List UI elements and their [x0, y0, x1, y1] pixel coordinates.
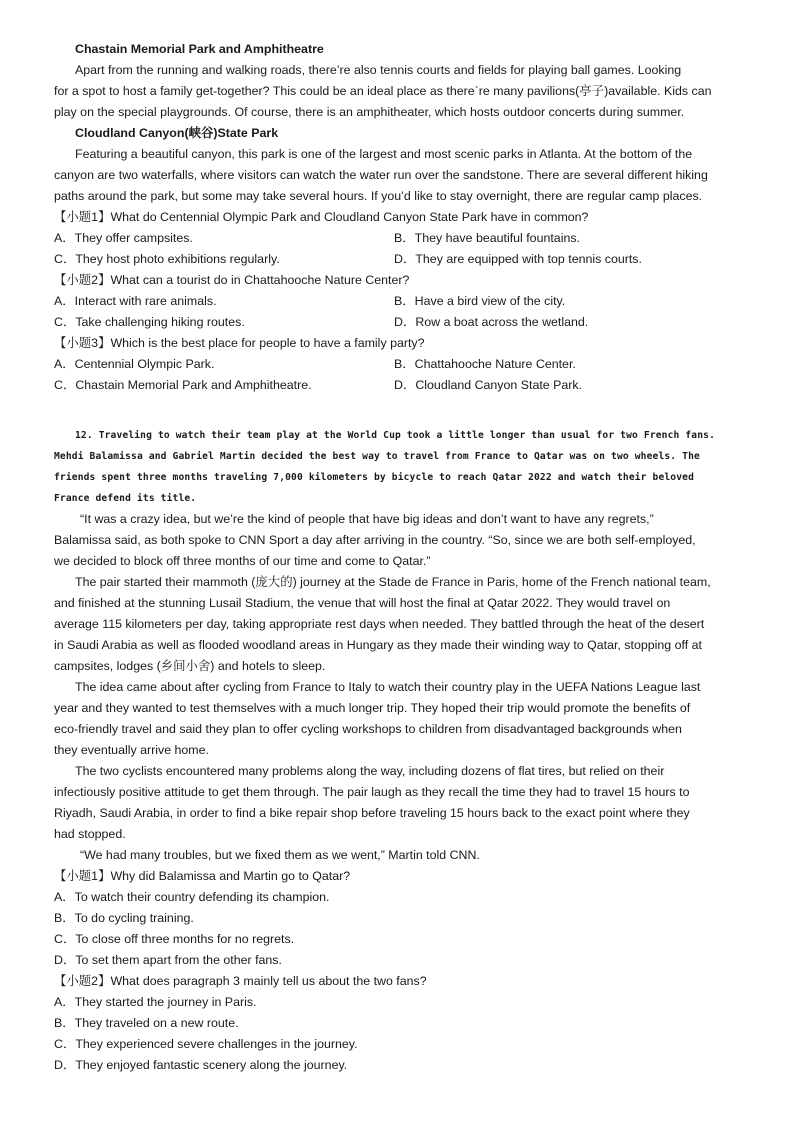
option-d: D．Cloudland Canyon State Park.	[394, 378, 583, 392]
option-c: C．Take challenging hiking routes.	[54, 315, 245, 329]
paragraph-line: Riyadh, Saudi Arabia, in order to find a bike repair shop before traveling 15 hours back to the exact point where they	[54, 806, 690, 820]
option-d: D．To set them apart from the other fans.	[54, 953, 282, 967]
paragraph-line: infectiously positive attitude to get them through. The pair laugh as they recall the time they had to travel 15 hours to	[54, 785, 690, 799]
paragraph-line: for a spot to host a family get-together? This could be an ideal place as there`re many pavilions(亭子)available. Kids can	[54, 84, 712, 98]
paragraph-line: canyon are two waterfalls, where visitors can watch the water run over the sandstone. There are several different hiking	[54, 168, 708, 182]
question-stem: 【小题1】What do Centennial Olympic Park and Cloudland Canyon State Park have in common?	[54, 210, 589, 224]
option-d: D．Row a boat across the wetland.	[394, 315, 589, 329]
park-heading-cloudland: Cloudland Canyon(峡谷)State Park	[75, 126, 279, 140]
passage-intro-line: France defend its title.	[54, 493, 197, 504]
paragraph-line: average 115 kilometers per day, taking appropriate rest days when needed. They battled through the heat of the desert	[54, 617, 705, 631]
paragraph-line: in Saudi Arabia as well as flooded woodland areas in Hungary as they made their winding way to Qatar, stopping off at	[54, 638, 702, 652]
paragraph-line: The two cyclists encountered many problems along the way, including dozens of flat tires, but relied on their	[75, 764, 665, 778]
paragraph-line: The idea came about after cycling from France to Italy to watch their country play in the UEFA Nations League last	[75, 680, 701, 694]
paragraph-line: “We had many troubles, but we fixed them as we went,” Martin told CNN.	[80, 848, 480, 862]
paragraph-line: year and they wanted to test themselves with a much longer trip. They hoped their trip would promote the benefits of	[54, 701, 691, 715]
option-b: B．Chattahooche Nature Center.	[394, 357, 576, 371]
paragraph-line: Featuring a beautiful canyon, this park is one of the largest and most scenic parks in Atlanta. At the bottom of the	[75, 147, 693, 161]
option-a: A．They offer campsites.	[54, 231, 193, 245]
passage-intro-line: Mehdi Balamissa and Gabriel Martin decided the best way to travel from France to Qatar was on two wheels. The	[54, 451, 700, 462]
question-stem: 【小题2】What can a tourist do in Chattahooche Nature Center?	[54, 273, 410, 287]
passage-intro-line: friends spent three months traveling 7,000 kilometers by bicycle to reach Qatar 2022 and watch their beloved	[54, 472, 694, 483]
option-d: D．They enjoyed fantastic scenery along the journey.	[54, 1058, 348, 1072]
option-b: B．Have a bird view of the city.	[394, 294, 566, 308]
option-a: A．To watch their country defending its champion.	[54, 890, 330, 904]
paragraph-line: paths around the park, but some may take several hours. If you’d like to stay overnight, there are regular camp places.	[54, 189, 703, 203]
question-stem: 【小题1】Why did Balamissa and Martin go to Qatar?	[54, 869, 351, 883]
paragraph-line: campsites, lodges (乡间小舍) and hotels to sleep.	[54, 659, 326, 673]
paragraph-line: “It was a crazy idea, but we’re the kind of people that have big ideas and don’t want to have any regrets,”	[80, 512, 654, 526]
option-a: A．Interact with rare animals.	[54, 294, 217, 308]
question-stem: 【小题3】Which is the best place for people to have a family party?	[54, 336, 425, 350]
option-c: C．They host photo exhibitions regularly.	[54, 252, 280, 266]
option-c: C．To close off three months for no regrets.	[54, 932, 295, 946]
paragraph-line: Balamissa said, as both spoke to CNN Sport a day after arriving in the country. “So, since we are both self-employed,	[54, 533, 696, 547]
paragraph-line: The pair started their mammoth (庞大的) journey at the Stade de France in Paris, home of the French national team,	[75, 575, 711, 589]
paragraph-line: eco-friendly travel and said they plan to offer cycling workshops to children from disadvantaged backgrounds when	[54, 722, 682, 736]
paragraph-line: play on the special playgrounds. Of course, there is an amphitheater, which hosts outdoor concerts during summer.	[54, 105, 685, 119]
option-c: C．They experienced severe challenges in the journey.	[54, 1037, 358, 1051]
paragraph-line: Apart from the running and walking roads, there’re also tennis courts and fields for playing ball games. Looking	[75, 63, 682, 77]
option-b: B．They have beautiful fountains.	[394, 231, 580, 245]
paragraph-line: they eventually arrive home.	[54, 743, 209, 757]
option-a: A．Centennial Olympic Park.	[54, 357, 215, 371]
option-a: A．They started the journey in Paris.	[54, 995, 257, 1009]
question-stem: 【小题2】What does paragraph 3 mainly tell us about the two fans?	[54, 974, 427, 988]
passage-intro-line: 12. Traveling to watch their team play at the World Cup took a little longer than usual for two French fans.	[75, 430, 715, 441]
park-heading-chastain: Chastain Memorial Park and Amphitheatre	[75, 42, 324, 56]
option-b: B．To do cycling training.	[54, 911, 194, 925]
option-d: D．They are equipped with top tennis courts.	[394, 252, 642, 266]
paragraph-line: we decided to block off three months of our time and come to Qatar.”	[54, 554, 431, 568]
paragraph-line: and finished at the stunning Lusail Stadium, the venue that will host the final at Qatar 2022. They would travel on	[54, 596, 671, 610]
paragraph-line: had stopped.	[54, 827, 126, 841]
option-c: C．Chastain Memorial Park and Amphitheatre.	[54, 378, 312, 392]
option-b: B．They traveled on a new route.	[54, 1016, 239, 1030]
